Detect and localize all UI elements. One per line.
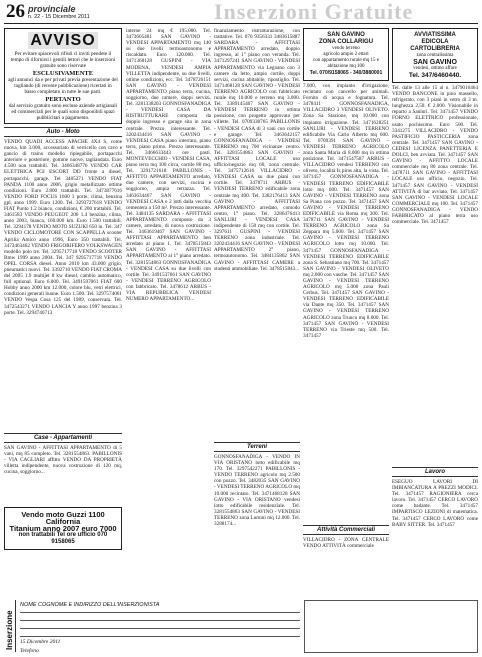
- avviso-box: [4, 28, 122, 124]
- ad-moto-guzzi: [4, 507, 122, 550]
- avviso-emphasis: PERTANTO: [45, 96, 81, 103]
- coupon-title: NOME COGNOME E INDIRIZZO DELL'INSERZIONISTA: [20, 602, 160, 608]
- avviso-line: agli annunci da e per privati previa presentazione del tagliando (di recente pubblicazione) ricertati in basso completato in tutte le sue parti.: [8, 77, 118, 95]
- ads-attivita: VILLACIDRO - ZONA CENTRALE VENDO ATTIVITÀ commerciale: [303, 537, 389, 550]
- coupon-footer: [4, 600, 478, 655]
- coupon-text-box[interactable]: [304, 600, 478, 653]
- ad-line: vendesi, ottimo affare: [413, 66, 457, 71]
- ad-line: zona centralissima: [416, 53, 454, 58]
- coupon-date: 15 Dicembre 2011: [20, 639, 61, 645]
- ads-case: SAN GAVINO - AFFITTASI APPARTAMENTO di 5 vani, mq 85 completo. Tel. 3281554863. PABILLONIS - VIA CAGLIARI affitto VENDO DA PROPRIETÀ villetta indipendente, nuova costruzione di 120 mq, cucina, soggiorno...: [4, 445, 122, 476]
- page-header: [4, 2, 478, 24]
- ads-column-2: interne 24 mq € 195.000. Tel. 3473605481 SAN GAVINO - VENDESI APPARTAMENTO mq 140 su due livelli termoautonomo e riscaldato. Euro 120.000. Tel. 3471368128 GUSPINI - VIA MODENA, VENDESI AMPIA VILLETTA indipendente, su due livelli, ottime condizioni, ecc. Tel. 3478726151 SAN GAVINO - VENDESI APPARTAMENTO piano terra, cucina, soggiorno, due camere, doppi servizi. Tel. 3281338203 GONNOSFANADIGA - VENDESI CASA DA RISTRUTTURARE composta da doppio ingresso e garage sita in zona centrale. Prezzo interessante. Tel. 3202434416 SAN GAVINO - VENDESI CASA piano interrato, piano terra, piano primo. Prezzo interessante. Tel. 3466633443 ore pasti. MONTEVECCHIO - VENDESI CASA, piano terra mq 100 circa, cortile 80 mq. Tel. 3291721618 PABILLONIS - AFFITTO APPARTAMENTO arredato, due camere, con servizi, cucina e soggiorno, ampia terrazza. Tel. 3463634467 SAN GAVINO - VENDESI CASA e 2 lotti dalla vecchia cementera a 150 m². Prezzo interessante. Tel. 3484135 SARDARA - AFFITTASI APPARTAMENTO composto da 3 camere, arredato, di nuova costruzione. Tel. 3463619467 SAN GAVINO - AFFITTASI APPARTAMENTO ben arredato al piano 1. Tel. 3478515843 SAN GAVINO - AFFITTASI APPARTAMENTO al 1° piano arredato. Tel. 3281554863 GONNOSFANADIGA - VENDESI CASA su due livelli con cortile. Tel. 3491537661 SAN GAVINO - VENDESI TERRENO AGRICOLO con fabbricato. Tel. 3478612 ARBUS - VIA REPUBBLICA VENDESI NUMERO APPARTAMENTO...: [126, 28, 211, 303]
- avviso-line: dal servizio gratuito sono escluse aziende artigianali ed commerciali per le quali sono disponibili spazi pubblicitari a pagamento.: [8, 103, 118, 121]
- avviso-emphasis: ESCLUSIVAMENTE: [32, 70, 94, 77]
- issue-info: n. 22 - 15 Dicembre 2011: [28, 14, 90, 20]
- section-title: Inserzioni Gratuite: [214, 0, 414, 24]
- avviso-line: Per evitare spiacevoli rifiuti ci inviti pendete il tempo di rifornirsi i gentili lettori che le inserzioni gratuite sono riservate: [10, 51, 116, 69]
- ad-line: EDICOLA: [421, 39, 449, 45]
- column-2: [126, 28, 211, 603]
- section-heading-terreni: Terreni: [214, 442, 300, 452]
- column-1: [4, 28, 122, 603]
- column-5: [392, 28, 478, 603]
- ad-line: Vendo moto Guzzi 1100 California: [21, 510, 105, 526]
- ad-line: Tel. 070/9158065 - 340/3880001: [309, 70, 383, 76]
- ads-lavoro: ESEGUO LAVORI DI IMBIANCATURA A PREZZI MODICI. Tel. 3471457 RAGIONIERA cerca lavoro. Tel. 3471457 CERCO LAVORO come badante. Tel. 3471457 IMPARTISCO LEZIONI di matematica. Tel. 3471457 CERCO LAVORO come BABY SITTER. Tel. 3471457: [392, 479, 478, 528]
- ad-line: SAN GAVINO: [327, 32, 365, 38]
- ad-line: non trattabili Tel ore ufficio 070 9158065: [18, 532, 108, 545]
- ad-line: vendo terreno: [332, 46, 360, 51]
- section-heading-lavoro: Lavoro: [392, 467, 478, 477]
- avviso-title: AVVISO: [28, 32, 98, 49]
- ads-column-4: 7.000, con impianto d'irrigazione, recintato con cancello per animali. Fornito di acqua e fognatura. Tel. 3478411 GONNOSFANADIGA, VILLACIDRO 3 VENDESI OLIVETO. Zona Sa Stazione, mq 10.000 con impianto irrigazione. Tel. 3471628251 SANLURI - VENDESI TERRENO edificabile Via Carlo Alberto mq 600. Tel. 0709391 SAN GAVINO - VENDESI TERRENO AGRICOLO zona Santa Maria di 8.000 mq in ottima posizione. Tel. 3471547587 ARBUS - VILLACIDRO vendesi TERRENO con oliveto, località Is piras alta, la vista. Tel. 3471457 GONNOSFANADIGA - VENDESI TERRENO EDIFICABILE lotto mq 600. Tel. 3471457 SAN GAVINO - VENDESI TERRENO zona Sa Piana con pozzo. Tel. 3471457 SAN GAVINO - VENDESI TERRENO EDIFICABILE via Roma mq 300. Tel. 3478711 SAN GAVINO - VENDESI TERRENO AGRICOLO zona Sa Zeppara mq 5.000. Tel. 3471457 SAN GAVINO - VENDESI TERRENO AGRICOLO lotto mq 10.000. Tel. 3471457 GONNOSFANADIGA - VENDESI TERRENO EDIFICABILE zona S. Sebastiano mq 700. Tel. 3471457 SAN GAVINO - VENDESI OLIVETO mq 2.000 con vasche. Tel. 3471457 SAN GAVINO - VENDESI TERRENO AGRICOLO mq 5.000 zona Pauli Cerbus. Tel. 3471457 SAN GAVINO - VENDESI TERRENO EDIFICABILE via Dante mq 350. Tel. 3471457 SAN GAVINO - VENDESI TERRENO AGRICOLO zona Truncu mq 8.000. Tel. 3471457 SAN GAVINO - VENDESI TERRENO via Trieste mq 500. Tel. 3471457: [303, 83, 389, 339]
- ad-line: con appartamento rurale mq 15 e abitazione mq 100: [313, 58, 379, 69]
- ad-line: CARTOLIBRERIA: [410, 46, 460, 52]
- coupon-line[interactable]: [20, 628, 300, 629]
- ads-auto-moto: VENDO QUADI ACCESS APACHE 4X4 S, come nuova, km 3.000, accessoriato di verricello con cavo e gancio di traino modello ripiegabile, portapacchi anteriore e posteriore, gomme nuove, tagliandata. Euro 4.500 non trattabili. Tel. 3466348776 VENDO CAR ELETTRICA PGI ESCORT DD fronte a diesel, portapacchi, garage. Tel 3485271 VENDO FIAT PANDA 1100 anno 2006, grigio metallizzato ottime condizioni. Euro 2.800 trattabili. Tel. 3473877616 VENDO FORD FOCUS 1600 3 porte, clima, benzina gpl, anno 1999. Euro 1200. Tel. 3293727618 VENDO FIAT Punto 1.2 bianco, condizioni, € 200 trattabili. Tel. 3461583 VENDO PEUGEOT 206 1.4 benzina, clima, anno 2003, bianca, 160.000 km. Euro 1.500 trattabili. Tel. 3294178 VENDO MOTO SUZUKI 650 in. Tel. 347 VENDO CICLOMOTORE CON SCAPPELLA scooter Aprilia Amico anno 1996, Euro 350 trattabili. Tel. 3473463462 VENDO FRIGORIFERO VOLKSWAGEN modello polo tre. Tel. 3295717718 VENDO SCOOTER Bmw 1999 anno 2004. Tel. 347 9295717718 VENDO OPEL CORSA diesel. Anno 2010 km 43.000 grigio, pneumatici nuovi. Tel. 3392710 VENDO FIAT CROMA del 2005 1.9 multijet 8 kw diesel, cambio automatico, full optional. Euro 6.000. Tel. 3491597061 FIAT 600 Hobby anno 2000 km 12.000, colore blu, vetri elettrici, condizioni generali buone. Euro 1.500. Tel. 3297574061 VENDO Vespa Cosa 125 del 1989, conservata. Tel. 3472543271 VENDO LANCIA Y anno 1997 benzina 3 porte. Tel. 3294746713: [4, 139, 122, 316]
- coupon-phone-label: Telefono: [20, 648, 39, 654]
- ad-line: SAN GAVINO: [413, 59, 457, 66]
- newspaper-logo: provinciale: [28, 4, 76, 14]
- ad-edicola: [392, 28, 478, 83]
- column-3: [214, 28, 300, 603]
- ad-terreno-collarigu: [303, 28, 389, 81]
- coupon-line[interactable]: [20, 612, 300, 613]
- ads-terreni: GONNOSFANADIGA - VENDO IN VIA ORISTANO lotto edificabile mq 170. Tel. 3297542271 PABILLONIS - VENDO TERRENO agricolo mq 2.500 con pozzo. Tel. 3482035 SAN GAVINO - VENDESI TERRENO AGRICOLO mq 10.000 recintato. Tel. 3471468128 SAN GAVINO - VIA ORISTANO vendesi lotto edificabile residenziale. Tel. 3281554863 SAN GAVINO - VENDESI TERRENO zona Lumini mq 12.000. Tel. 3288174...: [214, 454, 300, 528]
- section-heading-auto: Auto - Moto: [4, 127, 122, 137]
- column-4: [303, 28, 389, 603]
- section-heading-attivita: Attività Commerciali: [303, 525, 389, 535]
- coupon-vertical-label: [4, 600, 16, 652]
- ad-line: Titanium anno 2007 euro 7000: [9, 524, 117, 533]
- coupon-vertical-text: Inserzione: [5, 610, 14, 650]
- coupon-line[interactable]: [20, 636, 300, 637]
- ad-line: ZONA COLLARIGU: [318, 39, 374, 45]
- coupon-line[interactable]: [20, 620, 300, 621]
- ads-column-3: finanziamento ristrutturazione, con trattative. Tel. 070 9356331 3483615887 SARDARA - AFFITTASI APPARTAMENTO arredato, doppio ingresso, al 1° piano con veranda. Tel. 3471297241 SAN GAVINO - VENDESI APPARTAMENTO via Legnano con 3 camere da letto, ampio cortile, doppi servizi, cucina abitabile, ripostiglio. Tel. 3471468128 SAN GAVINO - VENDESI TERRENO AGRICOLO con fabbricato rurale mq 10.000 e terreno mq 3.000. Tel. 3389145467 SAN GAVINO - VENDESI TERRENO in ottima posizione, con progetto approvato per villette. Tel. 0709338765 PABILLONIS - VENDESI CASA di 3 vani con cortile e garage. Tel. 3463642157 GONNOSFANADIGA - VENDESI TERRENO mq 700 vicinanze centro. Tel. 3281554863 SAN GAVINO - AFFITTASI LOCALE uso ufficio/negozio mq 60, zona centrale. Tel. 3475712616 VILLACIDRO - VENDESI CASA su due piani con cortile. Tel. 3478711 ARBUS - VENDESI TERRENO edificabile zona centrale mq 400. Tel. 3382176413 SAN GAVINO - AFFITTASI APPARTAMENTO arredato, comodo centro, 1° piano. Tel. 3286476413 SANLURI - VENDESI CASA indipendente di 150 mq con cortile. Tel. 3297611 GUSPINI - VENDESI TERRENO zona industriale. Tel. 3202434416 SAN GAVINO - VENDESI APPARTAMENTO 2° piano, termoautonomo. Tel. 3484135862 SAN GAVINO - AFFITTASI CAMERE a studenti ammobiliate. Tel. 3478515843...: [214, 28, 300, 272]
- page-number: 26: [6, 1, 25, 22]
- section-heading-case: Case - Appartamenti: [4, 433, 122, 443]
- ads-column-5: Tel. dalle 13 alle 15 al n. 3479016464 VENDO BANCONE in pino massello, refrigerato, con 3 piani in vetro di 3 m. lunghezza 2,50. € 2.000. Visionabile in reparto a Sanluri. Tel. 3471457 VENDO FORNO ELETTRICO professionale, usato pochissimo. Euro 500. Tel. 3341275 VILLACIDRO - VENDO PASTIFICIO PASTICCERIA zona centrale. Tel. 3471457 SAN GAVINO - CEDESI LICENZA PANETTERIA E DOLCI, ben avviata. Tel. 3471457 SAN GAVINO - AFFITTO LOCALE commerciale mq 80 zona centrale. Tel. 3478711 SAN GAVINO - AFFITTASI LOCALE uso ufficio, negozio. Tel. 3471457 SAN GAVINO - VENDESI ATTIVITÀ di bar avviato. Tel. 3471457 SAN GAVINO - VENDESI LOCALE COMMERCIALE mq 100. Tel. 3471457 GONNOSFANADIGA - VENDO FABBRICATO al piano terra uso commerciale. Tel. 3471457: [392, 85, 478, 226]
- ad-line: Tel. 347/6460440.: [408, 72, 462, 79]
- ad-line: agricolo ampio 2 ettari: [323, 52, 369, 57]
- ad-line: AVVIATISSIMA: [414, 32, 456, 38]
